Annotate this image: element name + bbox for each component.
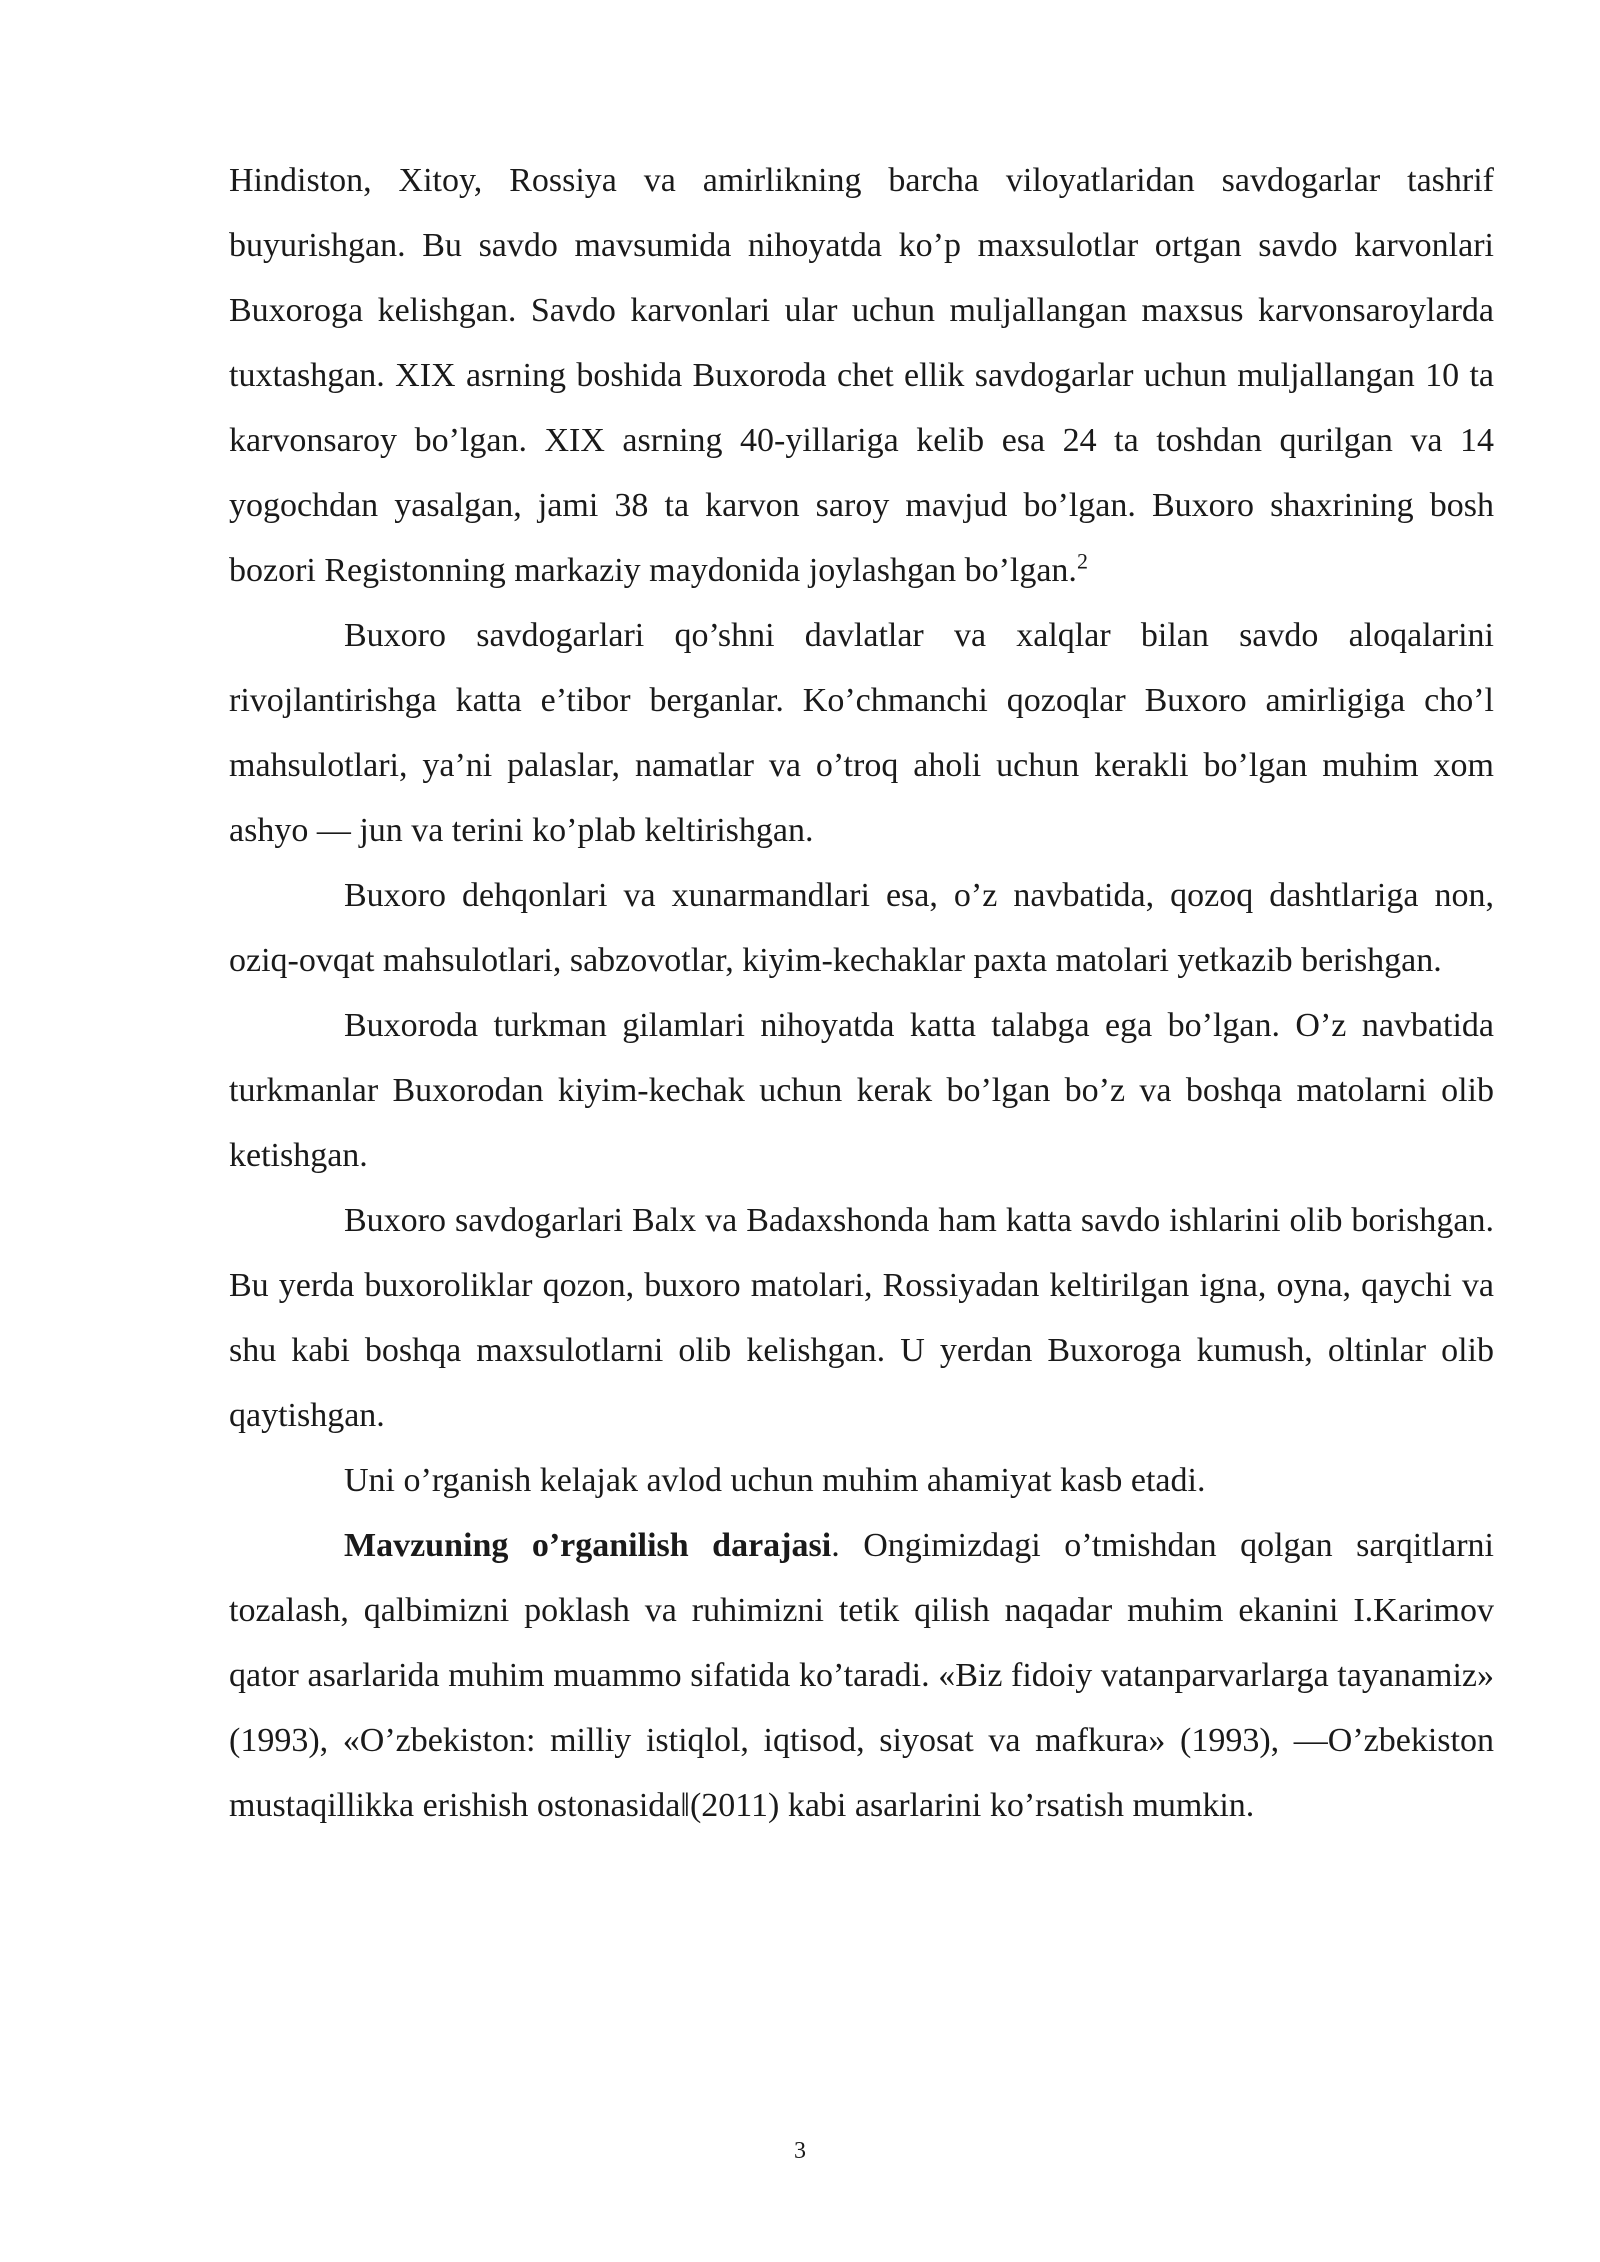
paragraph-neighbor-trade [229, 603, 1494, 863]
paragraph-text: Hindiston, Xitoy, Rossiya va amirlikning barcha viloyatlaridan savdogarlar tashrif buyurishgan. Bu savdo mavsumida nihoyatda ko’p maxsulotlar ortgan savdo karvonlari Buxoroga kelishgan. Savdo karvonlari ular uchun muljallangan maxsus karvonsaroylarda tuxtashgan. XIX asrning boshida Buxoroda chet ellik savdogarlar uchun muljallangan 10 ta karvonsaroy bo’lgan. XIX asrning 40-yillariga kelib esa 24 ta toshdan qurilgan va 14 yogochdan yasalgan, jami 38 ta karvon saroy mavjud bo’lgan. Buxoro shaxrining bosh bozori Registonning markaziy maydonida joylashgan bo’lgan. [229, 162, 1494, 589]
paragraph-text: Uni o’rganish kelajak avlod uchun muhim ahamiyat kasb etadi. [344, 1462, 1206, 1499]
paragraph-text: . Ongimizdagi o’tmishdan qolgan sarqitlarni tozalash, qalbimizni poklash va ruhimizni tetik qilish naqadar muhim ekanini I.Karimov qator asarlarida muhim muammo sifatida ko’taradi. «Biz fidoiy vatanparvarlarga tayanamiz» (1993), «O’zbekiston: milliy istiqlol, iqtisod, siyosat va mafkura» (1993), —O’zbekiston mustaqillikka erishish ostonasida‖(2011) kabi asarlarini ko’rsatish mumkin. [229, 1527, 1494, 1824]
paragraph-turkmen-carpets [229, 993, 1494, 1188]
paragraph-trade-visitors [229, 148, 1494, 603]
paragraph-text: Buxoro savdogarlari qo’shni davlatlar va xalqlar bilan savdo aloqalarini rivojlantirishga katta e’tibor berganlar. Ko’chmanchi qozoqlar Buxoro amirligiga cho’l mahsulotlari, ya’ni palaslar, namatlar va o’troq aholi uchun kerakli bo’lgan muhim xom ashyo — jun va terini ko’plab keltirishgan. [229, 617, 1494, 849]
paragraph-study-level [229, 1513, 1494, 1838]
paragraph-farmers-artisans [229, 863, 1494, 993]
paragraph-balkh-badakhshan [229, 1188, 1494, 1448]
paragraph-text: Buxoro savdogarlari Balx va Badaxshonda ham katta savdo ishlarini olib borishgan. Bu yerda buxoroliklar qozon, buxoro matolari, Rossiyadan keltirilgan igna, oyna, qaychi va shu kabi boshqa maxsulotlarni olib kelishgan. U yerdan Buxoroga kumush, oltinlar olib qaytishgan. [229, 1202, 1494, 1434]
section-heading: Mavzuning o’rganilish darajasi [344, 1527, 832, 1564]
paragraph-text: Buxoroda turkman gilamlari nihoyatda katta talabga ega bo’lgan. O’z navbatida turkmanlar Buxorodan kiyim-kechak uchun kerak bo’lgan bo’z va boshqa matolarni olib ketishgan. [229, 1007, 1494, 1174]
page-number: 3 [794, 2138, 806, 2164]
paragraph-text: Buxoro dehqonlari va xunarmandlari esa, o’z navbatida, qozoq dashtlariga non, oziq-ovqat mahsulotlari, sabzovotlar, kiyim-kechaklar paxta matolari yetkazib berishgan. [229, 877, 1494, 979]
footnote-marker[interactable]: 2 [1076, 548, 1088, 574]
paragraph-importance [229, 1448, 1494, 1513]
page-body [229, 148, 1494, 1838]
